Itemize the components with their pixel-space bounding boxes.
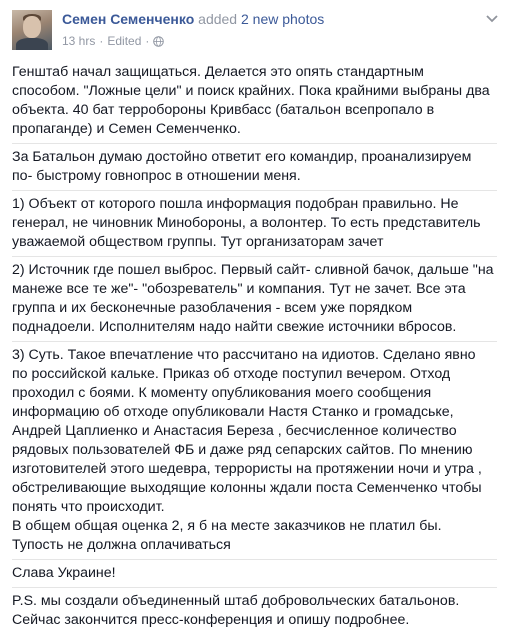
text-line: группа и их бесконечные разоблачения - всем уже порядком <box>12 300 413 316</box>
post-paragraph <box>12 194 497 253</box>
post-timestamp[interactable]: 13 hrs <box>62 34 96 48</box>
text-line: Слава Украине! <box>12 565 116 581</box>
text-line: Тупость не должна оплачиваться <box>12 537 231 553</box>
text-line: изготовителей этого шедевра, террористы на протяжении ночи и утра , <box>12 461 482 477</box>
text-line: способом. "Ложные цели" и поиск крайних. Пока крайними выбраны два <box>12 83 490 99</box>
text-line: объекта. 40 бат терробороны Кривбасс (батальон всепропало в <box>12 102 435 118</box>
post-paragraph <box>12 563 497 584</box>
globe-icon[interactable] <box>153 36 164 47</box>
chevron-down-icon[interactable] <box>485 12 499 26</box>
text-line: Сейчас закончится пресс-конференция и опишу подробнее. <box>12 612 410 628</box>
author-avatar[interactable] <box>12 10 52 50</box>
text-line: 3) Суть. Такое впечатление что рассчитано на идиотов. Сделано явно <box>12 347 476 363</box>
text-line: обстреливающие выходящие колонны ждали поста Семенченко чтобы <box>12 480 482 496</box>
action-prefix: added <box>198 11 238 27</box>
post-meta <box>62 34 164 48</box>
post-paragraph <box>12 345 497 556</box>
text-line: информацию об отходе опубликовали Настя Станко и громадське, <box>12 404 454 420</box>
paragraph-divider <box>12 143 497 144</box>
text-line: по- быстрому говнопрос в отношении меня. <box>12 168 301 184</box>
text-line: уважаемой обществом группы. Тут организаторам зачет <box>12 234 384 250</box>
text-line: За Батальон думаю достойно ответит его командир, проанализируем <box>12 149 472 165</box>
text-line: Генштаб начал защищаться. Делается это опять стандартным <box>12 64 424 80</box>
post-header <box>12 10 499 54</box>
photos-link[interactable]: 2 new photos <box>240 11 325 27</box>
paragraph-divider <box>12 559 497 560</box>
paragraph-divider <box>12 190 497 191</box>
post-paragraph <box>12 62 497 140</box>
meta-separator: · <box>145 34 150 48</box>
post-paragraph <box>12 147 497 187</box>
paragraph-divider <box>12 341 497 342</box>
post-action <box>198 11 324 27</box>
post-title-line <box>62 11 324 27</box>
author-name-link[interactable]: Семен Семенченко <box>62 11 195 27</box>
edited-label[interactable]: Edited <box>107 34 142 48</box>
text-line: поднадоели. Исполнителям надо найти свежие источники вбросов. <box>12 319 457 335</box>
text-line: понять что происходит. <box>12 499 165 515</box>
text-line: 1) Объект от которого пошла информация подобран правильно. Не <box>12 196 459 212</box>
text-line: манеже все те же"- "обозреватель" и компания. Тут не зачет. Все эта <box>12 281 466 297</box>
text-line: по российской кальке. Приказ об отходе поступил вечером. Отход <box>12 366 451 382</box>
post-paragraph <box>12 260 497 338</box>
post-paragraph <box>12 591 497 631</box>
paragraph-divider <box>12 587 497 588</box>
paragraph-divider <box>12 256 497 257</box>
text-line: 2) Источник где пошел выброс. Первый сайт- сливной бачок, дальше "на <box>12 262 494 278</box>
meta-separator: · <box>99 34 104 48</box>
text-line: P.S. мы создали объединенный штаб добровольческих батальонов. <box>12 593 460 609</box>
post-body <box>12 62 497 631</box>
text-line: рядовых пользователей ФБ и даже ряд сепарских сайтов. По мнению <box>12 442 473 458</box>
text-line: генерал, не чиновник Минобороны, а волонтер. То есть представитель <box>12 215 481 231</box>
text-line: проходил с боями. К моменту опубликования моего сообщения <box>12 385 432 401</box>
text-line: В общем общая оценка 2, я б на месте заказчиков не платил бы. <box>12 518 442 534</box>
text-line: Андрей Цаплиенко и Анастасия Береза , бесчисленное количество <box>12 423 457 439</box>
text-line: пропаганде) и Семен Семенченко. <box>12 121 241 137</box>
